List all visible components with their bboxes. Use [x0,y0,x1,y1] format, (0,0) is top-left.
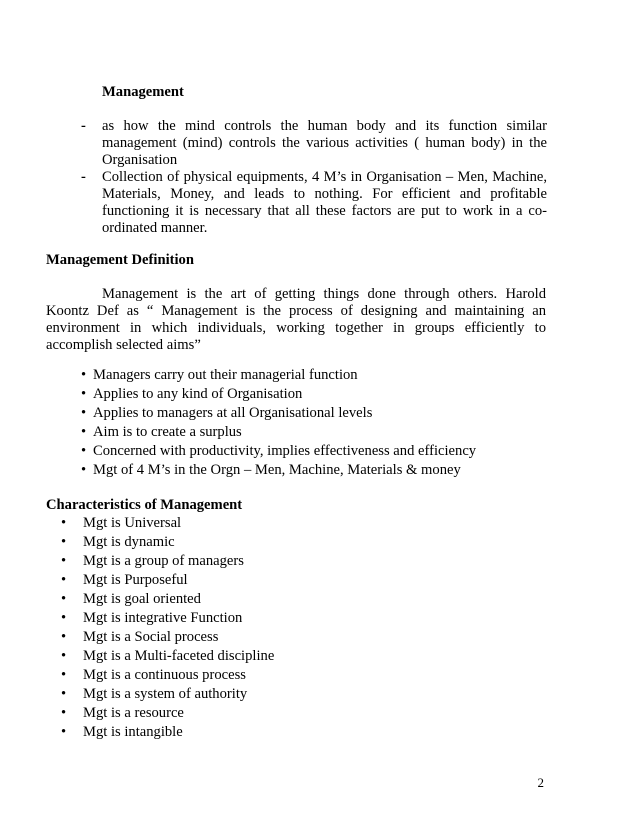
dash-item-text: Collection of physical equipments, 4 M’s in Organisation – Men, Machine, Materials, Money, and leads to nothing. For efficient and profitable functioning it is necessary that all these factors are put to work in a co-ordinated manner. [102,169,547,236]
dash-marker: - [81,118,86,134]
list-item-text: Mgt is integrative Function [83,610,243,626]
dash-list-item [81,118,547,169]
section-heading-characteristics: Characteristics of Management [46,497,243,513]
bullet-icon: • [61,515,67,531]
list-item-text: Aim is to create a surplus [93,424,242,440]
bullet-icon: • [61,610,67,626]
list-item-text: Mgt is Universal [83,515,182,531]
page-number: 2 [537,775,544,790]
list-item-text: Mgt is intangible [83,724,183,740]
list-item-text: Mgt is Purposeful [83,572,188,588]
list-item [61,552,274,571]
bullet-icon: • [61,705,67,721]
characteristics-bullet-list [61,514,274,742]
definition-paragraph: Management is the art of getting things done through others. Harold Koontz Def as “ Management is the process of designing and maintaining an environment in which individuals, working together in groups efficiently to accomplish selected aims” [46,286,546,353]
section-heading-management: Management [102,84,184,100]
definition-bullet-list [81,366,476,480]
list-item [81,366,476,385]
list-item [61,723,274,742]
list-item-text: Applies to any kind of Organisation [93,386,303,402]
dash-list-item [81,169,547,237]
list-item [81,461,476,480]
list-item [61,666,274,685]
bullet-icon: • [61,724,67,740]
list-item-text: Mgt is a continuous process [83,667,246,683]
list-item [61,685,274,704]
list-item-text: Managers carry out their managerial function [93,367,358,383]
list-item [61,628,274,647]
bullet-icon: • [81,386,87,402]
list-item [61,514,274,533]
list-item-text: Concerned with productivity, implies effectiveness and efficiency [93,443,477,459]
list-item-text: Mgt is a resource [83,705,184,721]
list-item-text: Mgt is goal oriented [83,591,201,607]
list-item-text: Mgt is a system of authority [83,686,248,702]
bullet-icon: • [61,572,67,588]
list-item-text: Mgt is a Social process [83,629,219,645]
list-item [81,385,476,404]
list-item-text: Applies to managers at all Organisational levels [93,405,373,421]
list-item-text: Mgt is a group of managers [83,553,244,569]
list-item [61,647,274,666]
list-item-text: Mgt of 4 M’s in the Orgn – Men, Machine, Materials & money [93,462,461,478]
list-item [61,533,274,552]
list-item [61,571,274,590]
dash-item-text: as how the mind controls the human body and its function similar management (mind) controls the various activities ( human body) in the Organisation [102,118,547,168]
list-item [81,404,476,423]
bullet-icon: • [81,424,87,440]
bullet-icon: • [81,462,87,478]
list-item [61,609,274,628]
bullet-icon: • [61,686,67,702]
list-item-text: Mgt is dynamic [83,534,175,550]
section-heading-definition: Management Definition [46,252,194,268]
list-item [81,442,476,461]
bullet-icon: • [61,629,67,645]
list-item [61,590,274,609]
bullet-icon: • [61,667,67,683]
bullet-icon: • [81,443,87,459]
bullet-icon: • [81,405,87,421]
bullet-icon: • [61,534,67,550]
bullet-icon: • [61,553,67,569]
bullet-icon: • [61,591,67,607]
dash-marker: - [81,169,86,185]
list-item [81,423,476,442]
bullet-icon: • [81,367,87,383]
list-item-text: Mgt is a Multi-faceted discipline [83,648,275,664]
list-item [61,704,274,723]
bullet-icon: • [61,648,67,664]
